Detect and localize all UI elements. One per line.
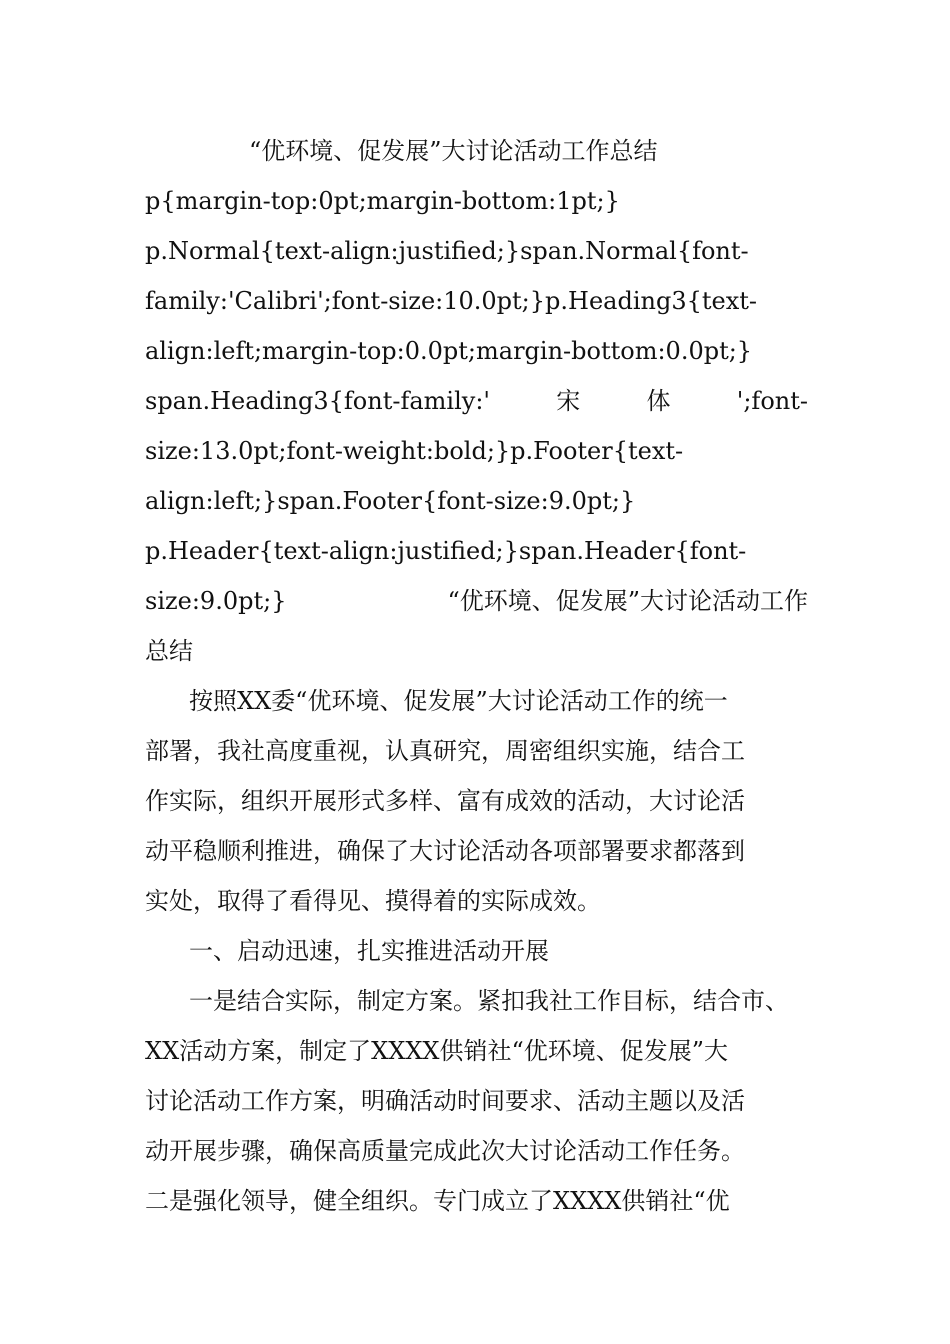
text-line: XX活动方案，制定了XXXX供销社“优环境、促发展”大	[145, 1037, 729, 1065]
paragraph-first-line: 一是结合实际，制定方案。紧扣我社工作目标，结合市、	[189, 987, 789, 1015]
text-line: 二是强化领导，健全组织。专门成立了XXXX供销社“优	[145, 1187, 730, 1215]
text-segment: span.Heading3{font-family:'	[145, 387, 490, 415]
text-line: 动开展步骤，确保高质量完成此次大讨论活动工作任务。	[145, 1137, 745, 1165]
text-line: 讨论活动工作方案，明确活动时间要求、活动主题以及活	[145, 1087, 745, 1115]
text-line: p.Header{text-align:justified;}span.Header{font-	[145, 537, 747, 565]
text-line: p{margin-top:0pt;margin-bottom:1pt;}	[145, 187, 620, 215]
text-line: 实处，取得了看得见、摸得着的实际成效。	[145, 887, 601, 915]
text-line: 动平稳顺利推进，确保了大讨论活动各项部署要求都落到	[145, 837, 745, 865]
text-line: 部署，我社高度重视，认真研究，周密组织实施，结合工	[145, 737, 745, 765]
text-line-spaced	[145, 376, 808, 426]
text-segment: 体	[646, 387, 671, 415]
document-title: “优环境、促发展”大讨论活动工作总结	[249, 137, 658, 165]
text-line: align:left;}span.Footer{font-size:9.0pt;}	[145, 487, 636, 515]
text-segment: 宋	[556, 387, 581, 415]
text-line: p.Normal{text-align:justified;}span.Normal{font-	[145, 237, 749, 265]
text-line-spaced	[145, 576, 808, 626]
text-line: align:left;margin-top:0.0pt;margin-bottom:0.0pt;}	[145, 337, 753, 365]
text-line: size:13.0pt;font-weight:bold;}p.Footer{text-	[145, 437, 684, 465]
paragraph-first-line: 按照XX委“优环境、促发展”大讨论活动工作的统一	[189, 687, 728, 715]
text-segment: “优环境、促发展”大讨论活动工作	[447, 587, 808, 615]
text-segment: size:9.0pt;}	[145, 587, 287, 615]
text-line: 总结	[145, 637, 193, 665]
text-line: family:'Calibri';font-size:10.0pt;}p.Heading3{text-	[145, 287, 757, 315]
section-heading: 一、启动迅速，扎实推进活动开展	[189, 937, 549, 965]
text-segment: ';font-	[736, 387, 808, 415]
text-line: 作实际，组织开展形式多样、富有成效的活动，大讨论活	[145, 787, 745, 815]
